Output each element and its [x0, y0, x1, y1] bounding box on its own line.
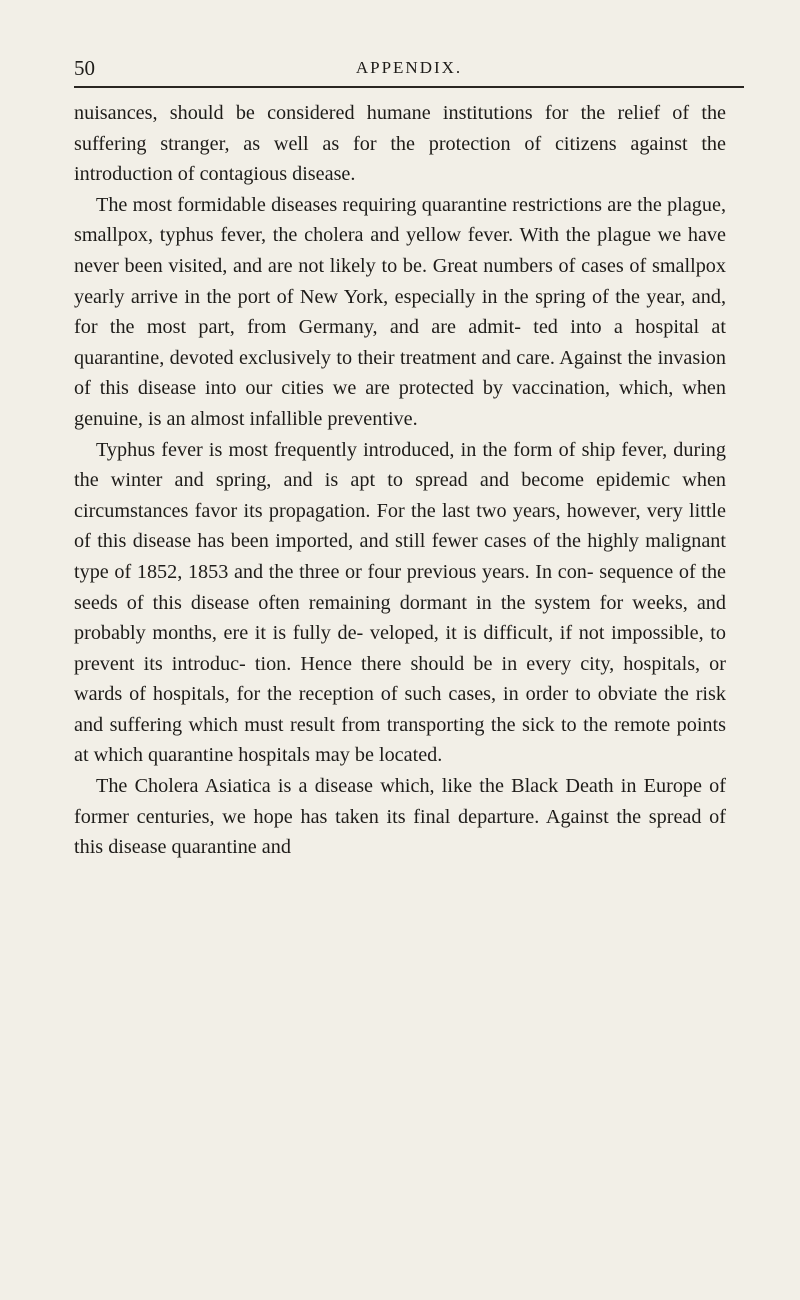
paragraph-continuation: nuisances, should be considered humane institutions for the relief of the suffering stranger, as well as for the protection of citizens against the introduction of contagious disease. — [74, 102, 726, 186]
running-head — [74, 56, 744, 88]
page-number: 50 — [74, 56, 95, 80]
paragraph-formidable-diseases: The most formidable diseases requiring quarantine restrictions are the plague, smallpox, typhus fever, the cholera and yellow fever. With the plague we have never been visited, and are not likely to be. Great numbers of cases of smallpox yearly arrive in the port of New York, especially in the spring of the year, and, for the most part, from Germany, and are admit- ted into a hospital at quarantine, devoted exclusively to their treatment and care. Against the invasion of this disease into our cities we are protected by vaccination, which, when genuine, is an almost infallible preventive. — [74, 193, 726, 430]
paragraph-typhus-fever: Typhus fever is most frequently introduced, in the form of ship fever, during the winter and spring, and is apt to spread and become epidemic when circumstances favor its propagation. For the last two years, however, very little of this disease has been imported, and still fewer cases of the highly malignant type of 1852, 1853 and the three or four previous years. In con- sequence of the seeds of this disease often remaining dormant in the system for weeks, and probably months, ere it is fully de- veloped, it is difficult, if not impossible, to prevent its introduc- tion. Hence there should be in every city, hospitals, or wards of hospitals, for the reception of such cases, in order to obviate the risk and suffering which must result from transporting the sick to the remote points at which quarantine hospitals may be located. — [74, 438, 726, 767]
paragraph-cholera-asiatica: The Cholera Asiatica is a disease which, like the Black Death in Europe of former centuries, we hope has taken its final departure. Against the spread of this disease quarantine and — [74, 775, 726, 859]
running-title: APPENDIX. — [355, 58, 463, 77]
body-text — [74, 98, 726, 863]
